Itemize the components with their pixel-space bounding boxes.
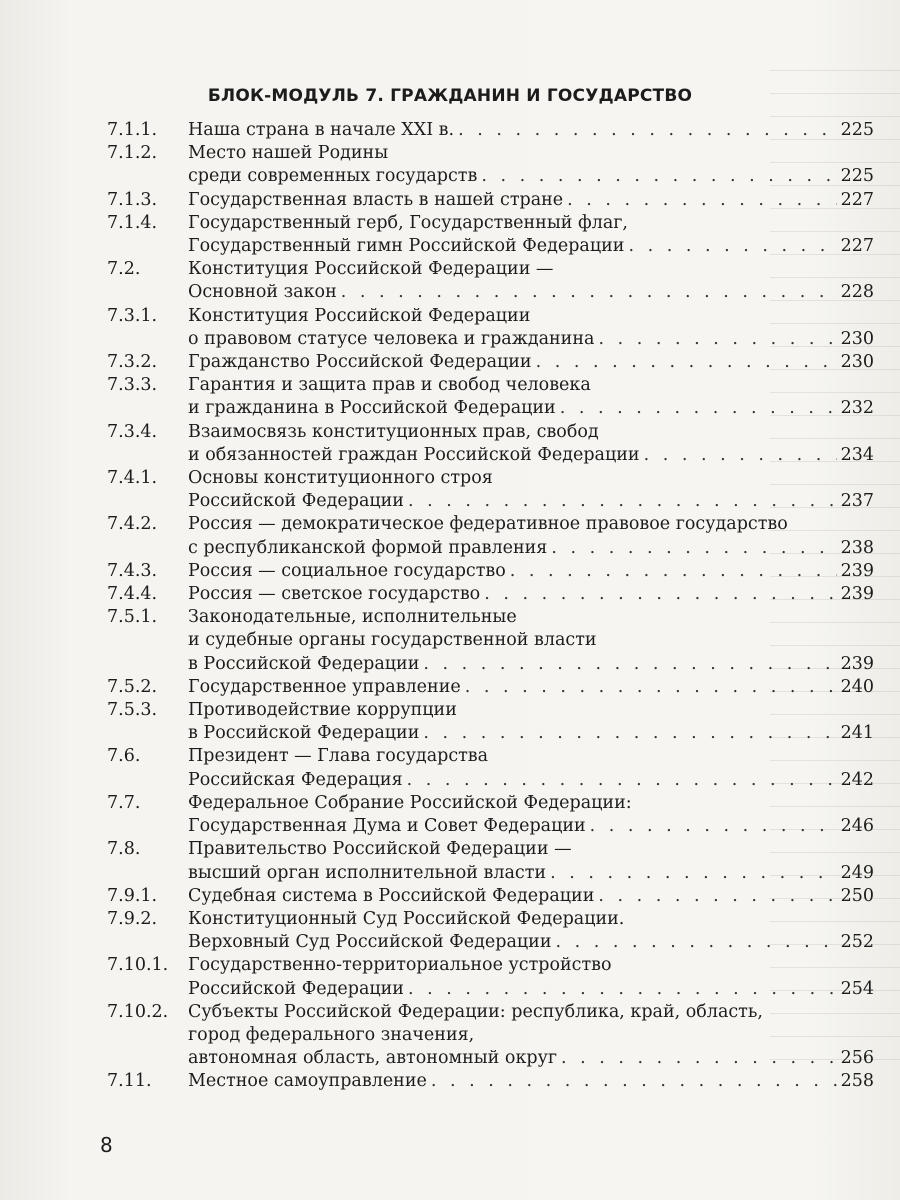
toc-entry-page: 239	[840, 584, 874, 605]
toc-entry-title-line: Россия — социальное государство	[188, 560, 506, 581]
dot-leader	[465, 676, 837, 699]
toc-entry-number: 7.3.1.	[107, 305, 158, 326]
toc-entry-title-line: Государственно-территориальное устройство	[188, 955, 612, 976]
toc-entry-title-line: Российской Федерации	[188, 978, 404, 999]
toc-entry-number: 7.4.3.	[107, 560, 158, 581]
toc-entry-title-line: Наша страна в начале XXI в.	[188, 120, 455, 140]
toc-entry	[107, 745, 874, 791]
dot-leader	[556, 931, 837, 954]
toc-entry-number: 7.1.4.	[107, 212, 158, 233]
toc-entry-number: 7.7.	[107, 792, 141, 813]
dot-leader	[590, 815, 837, 838]
toc-entry	[107, 305, 874, 351]
toc-entry-title-line: Федеральное Собрание Российской Федерации:	[188, 792, 632, 813]
toc-entry-page: 230	[840, 352, 874, 373]
toc-entry-title	[188, 513, 874, 559]
toc-entry-number: 7.5.2.	[107, 676, 158, 697]
toc-entry-title-line: с республиканской формой правления	[188, 537, 548, 558]
toc-entry-title-line: Российская Федерация	[188, 769, 403, 790]
dot-leader	[567, 189, 836, 212]
toc-entry-page: 230	[840, 328, 874, 349]
toc-entry-number: 7.5.1.	[107, 607, 158, 628]
toc-entry-number: 7.10.1.	[107, 955, 169, 976]
toc-entry-title	[188, 142, 874, 188]
toc-entry-number: 7.5.3.	[107, 700, 158, 721]
toc-entry-title	[188, 676, 874, 699]
dot-leader	[423, 722, 836, 745]
toc-entry-title	[188, 374, 874, 420]
toc-entry-title-line: Противодействие коррупции	[188, 700, 457, 721]
toc-entry-page: 256	[840, 1048, 874, 1069]
toc-entry	[107, 119, 874, 142]
toc-entry-page: 239	[840, 653, 874, 674]
dot-leader	[598, 885, 836, 908]
toc-entry-title-line: Конституционный Суд Российской Федерации.	[188, 908, 625, 929]
dot-leader	[510, 560, 837, 583]
dot-leader	[628, 235, 836, 258]
toc-entry-title	[188, 421, 874, 467]
toc-entry-page: 225	[840, 166, 874, 187]
toc-entry-number: 7.4.2.	[107, 514, 158, 535]
toc-entry-title-line: Конституция Российской Федерации	[188, 305, 531, 326]
toc-entry-title	[188, 1001, 874, 1071]
page-number: 8	[100, 1133, 113, 1157]
toc-entry-title	[188, 838, 874, 884]
toc-entry-page: 234	[840, 444, 874, 465]
toc-entry-title-line: Взаимосвязь конституционных прав, свобод	[188, 421, 599, 442]
toc-entry-page: 258	[840, 1071, 874, 1092]
toc-entry-number: 7.3.3.	[107, 375, 158, 396]
toc-entry	[107, 699, 874, 745]
toc-entry-title-line: Правительство Российской Федерации —	[188, 839, 572, 860]
toc-entry-title-line: Конституция Российской Федерации —	[188, 259, 554, 280]
toc-entry-title-line: Основы конституционного строя	[188, 468, 493, 489]
dot-leader	[407, 769, 837, 792]
toc-entry	[107, 838, 874, 884]
toc-entry-title-line: Россия — демократическое федеративное правовое государство	[188, 514, 788, 535]
dot-leader	[561, 1047, 837, 1070]
toc-entry-title	[188, 212, 874, 258]
toc-entry-title-line: Местное самоуправление	[188, 1071, 427, 1092]
toc-entry-title	[188, 954, 874, 1000]
toc-entry-page: 237	[840, 491, 874, 512]
toc-entry-number: 7.6.	[107, 746, 141, 767]
toc-entry	[107, 954, 874, 1000]
toc-entry-number: 7.8.	[107, 839, 141, 860]
section-heading: БЛОК-МОДУЛЬ 7. ГРАЖДАНИН И ГОСУДАРСТВО	[207, 86, 693, 106]
toc-entry-title	[188, 258, 874, 304]
dot-leader	[481, 165, 836, 188]
dot-leader	[458, 119, 836, 142]
toc-entry-number: 7.1.2.	[107, 143, 158, 164]
toc-entry-number: 7.1.1.	[107, 120, 158, 140]
toc-entry-page: 238	[840, 537, 874, 558]
toc-entry-title-line: и обязанностей граждан Российской Федерации	[188, 444, 640, 465]
toc-entry-page: 252	[840, 932, 874, 953]
toc-entry-title-line: Гарантия и защита прав и свобод человека	[188, 375, 591, 396]
dot-leader	[423, 653, 836, 676]
toc-entry-number: 7.3.4.	[107, 421, 158, 442]
toc-entry-title-line: среди современных государств	[188, 166, 478, 187]
dot-leader	[408, 490, 837, 513]
toc-entry	[107, 258, 874, 304]
dot-leader	[484, 583, 836, 606]
toc-entry	[107, 421, 874, 467]
toc-entry-title	[188, 745, 874, 791]
toc-entry-title-line: Гражданство Российской Федерации	[188, 352, 532, 373]
toc-entry-title	[188, 885, 874, 908]
toc-entry-title-line: Государственный герб, Государственный флаг,	[188, 212, 628, 233]
toc-entry-title	[188, 119, 874, 142]
dot-leader	[550, 862, 837, 885]
toc-entry-title	[188, 189, 874, 212]
toc-entry-title-line: Государственное управление	[188, 676, 461, 697]
toc-entry	[107, 374, 874, 420]
table-of-contents	[107, 119, 874, 1094]
toc-entry-page: 241	[840, 723, 874, 744]
dot-leader	[431, 1070, 837, 1093]
toc-entry-title	[188, 1070, 874, 1093]
toc-entry	[107, 885, 874, 908]
toc-entry-number: 7.3.2.	[107, 352, 158, 373]
dot-leader	[341, 281, 837, 304]
toc-entry-title-line: Судебная система в Российской Федерации	[188, 885, 595, 906]
toc-entry-page: 242	[840, 769, 874, 790]
toc-entry	[107, 1001, 874, 1071]
toc-entry-title	[188, 792, 874, 838]
toc-entry	[107, 792, 874, 838]
toc-entry-page: 254	[840, 978, 874, 999]
toc-entry-page: 227	[840, 236, 874, 257]
toc-entry-page: 225	[840, 120, 874, 140]
toc-entry	[107, 467, 874, 513]
toc-entry-title-line: Основной закон	[188, 282, 337, 303]
toc-entry-title-line: Государственный гимн Российской Федерации	[188, 236, 625, 257]
toc-entry-title	[188, 699, 874, 745]
toc-entry-page: 249	[840, 862, 874, 883]
toc-entry-title	[188, 351, 874, 374]
toc-entry-number: 7.10.2.	[107, 1001, 169, 1022]
toc-entry-number: 7.9.1.	[107, 885, 158, 906]
toc-entry-title	[188, 305, 874, 351]
toc-entry-title-line: и судебные органы государственной власти	[188, 630, 597, 651]
toc-entry-page: 239	[840, 560, 874, 581]
toc-entry-page: 232	[840, 398, 874, 419]
toc-entry-title-line: Верховный Суд Российской Федерации	[188, 932, 552, 953]
toc-entry-title-line: о правовом статусе человека и гражданина	[188, 328, 595, 349]
toc-entry-page: 240	[840, 676, 874, 697]
toc-entry-title	[188, 908, 874, 954]
toc-entry-page: 228	[840, 282, 874, 303]
toc-entry-title	[188, 467, 874, 513]
toc-entry	[107, 351, 874, 374]
toc-entry-number: 7.4.1.	[107, 468, 158, 489]
toc-entry	[107, 606, 874, 676]
dot-leader	[551, 537, 836, 560]
toc-entry	[107, 560, 874, 583]
toc-entry-title-line: автономная область, автономный округ	[188, 1048, 558, 1069]
toc-entry-title-line: Российской Федерации	[188, 491, 404, 512]
toc-entry-page: 250	[840, 885, 874, 906]
dot-leader	[598, 328, 836, 351]
toc-entry	[107, 513, 874, 559]
toc-entry-number: 7.2.	[107, 259, 141, 280]
toc-entry-title-line: высший орган исполнительной власти	[188, 862, 547, 883]
toc-entry-title-line: Россия — светское государство	[188, 584, 481, 605]
toc-entry-number: 7.1.3.	[107, 189, 158, 210]
toc-entry-number: 7.4.4.	[107, 584, 158, 605]
toc-entry-title-line: Место нашей Родины	[188, 143, 389, 164]
toc-entry-title-line: Субъекты Российской Федерации: республика, край, область,	[188, 1001, 763, 1022]
toc-entry-title-line: в Российской Федерации	[188, 653, 420, 674]
toc-entry	[107, 908, 874, 954]
toc-entry	[107, 189, 874, 212]
toc-entry	[107, 1070, 874, 1093]
dot-leader	[408, 978, 837, 1001]
toc-entry-title-line: Государственная Дума и Совет Федерации	[188, 816, 586, 837]
toc-entry-title-line: Государственная власть в нашей стране	[188, 189, 564, 210]
toc-entry-page: 227	[840, 189, 874, 210]
toc-entry-title	[188, 583, 874, 606]
toc-entry-title	[188, 606, 874, 676]
toc-entry-title-line: Законодательные, исполнительные	[188, 607, 517, 628]
toc-entry-title-line: в Российской Федерации	[188, 723, 420, 744]
toc-entry	[107, 676, 874, 699]
toc-entry-title-line: город федерального значения,	[188, 1024, 475, 1045]
toc-entry-title	[188, 560, 874, 583]
toc-entry-title-line: Президент — Глава государства	[188, 746, 489, 767]
dot-leader	[644, 444, 837, 467]
toc-entry-title-line: и гражданина в Российской Федерации	[188, 398, 556, 419]
toc-entry	[107, 142, 874, 188]
toc-entry-number: 7.11.	[107, 1071, 152, 1092]
dot-leader	[536, 351, 837, 374]
toc-entry-page: 246	[840, 816, 874, 837]
toc-entry-number: 7.9.2.	[107, 908, 158, 929]
toc-entry	[107, 583, 874, 606]
dot-leader	[560, 397, 837, 420]
toc-entry	[107, 212, 874, 258]
